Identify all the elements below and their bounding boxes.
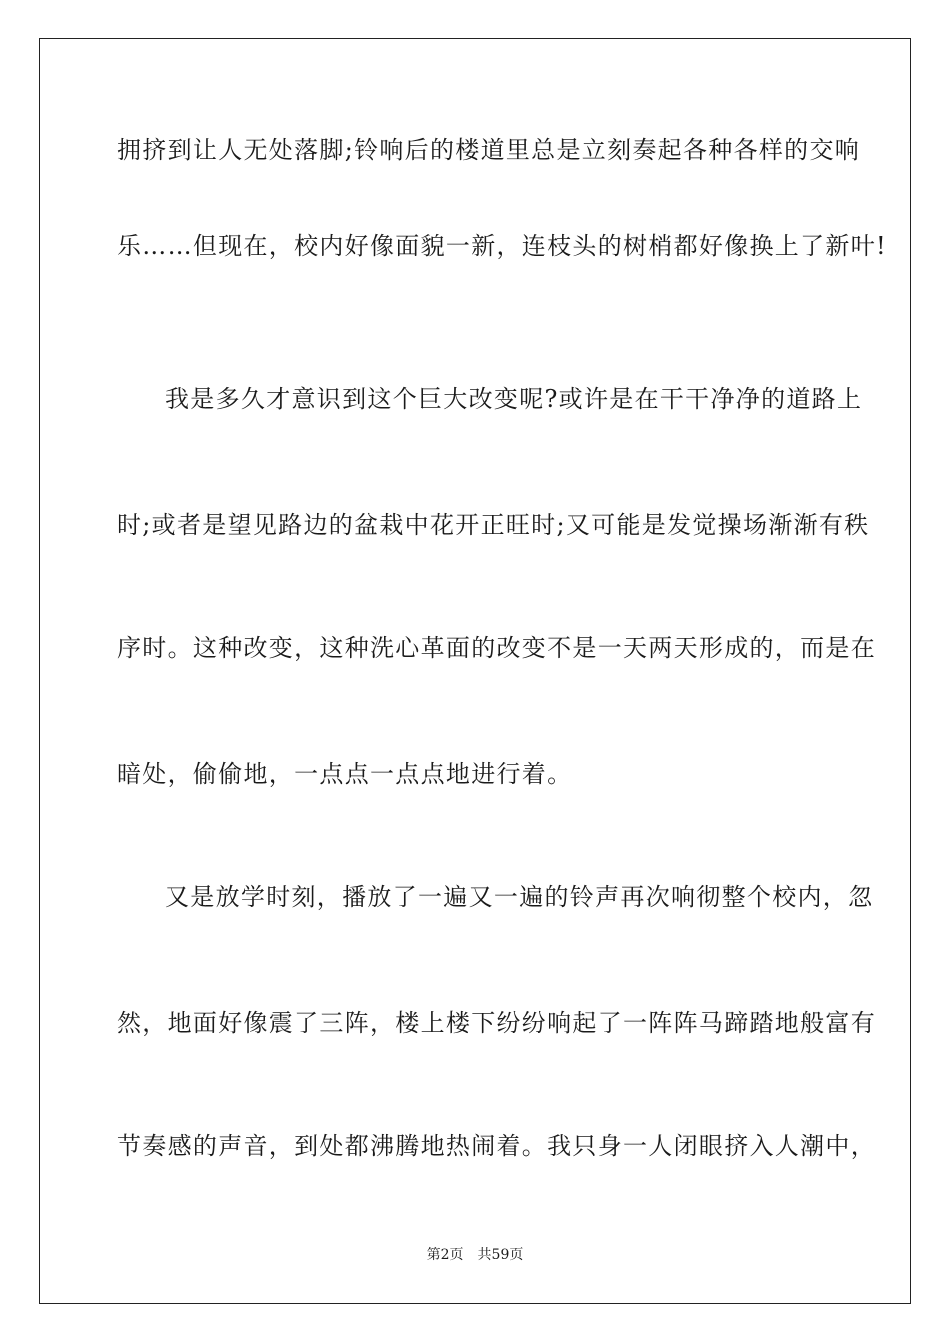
page-number-footer: 第2页 共59页 — [426, 1247, 524, 1263]
text-line-6: 暗处，偷偷地，一点点一点点地进行着。 — [117, 760, 573, 788]
text-line-2: 乐……但现在，校内好像面貌一新，连枝头的树梢都好像换上了新叶! — [117, 232, 887, 260]
page-border — [39, 38, 911, 1304]
text-line-4: 时;或者是望见路边的盆栽中花开正旺时;又可能是发觉操场渐渐有秩 — [117, 511, 870, 539]
text-line-3: 我是多久才意识到这个巨大改变呢?或许是在干干净净的道路上 — [165, 385, 863, 413]
text-line-1: 拥挤到让人无处落脚;铃响后的楼道里总是立刻奏起各种各样的交响 — [117, 136, 861, 164]
text-line-8: 然，地面好像震了三阵，楼上楼下纷纷响起了一阵阵马蹄踏地般富有 — [117, 1009, 876, 1037]
text-line-9: 节奏感的声音，到处都沸腾地热闹着。我只身一人闭眼挤入人潮中， — [117, 1132, 876, 1160]
text-line-5: 序时。这种改变，这种洗心革面的改变不是一天两天形成的，而是在 — [117, 634, 876, 662]
text-line-7: 又是放学时刻，播放了一遍又一遍的铃声再次响彻整个校内，忽 — [165, 883, 874, 911]
